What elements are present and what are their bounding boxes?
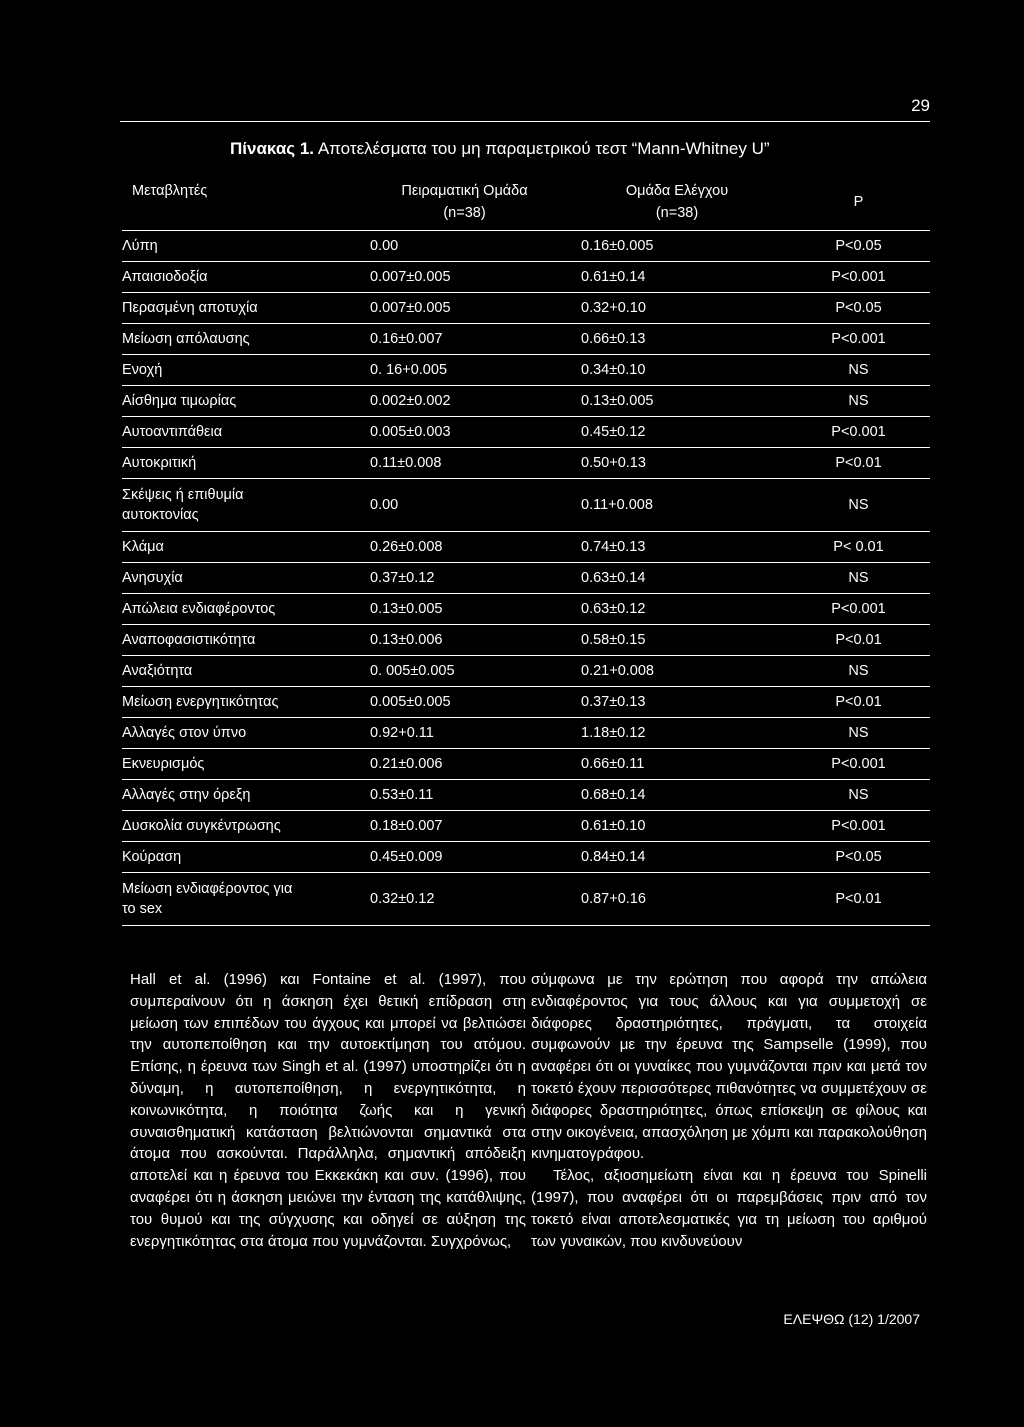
row-experimental-value: 0.007±0.005 [362,293,567,324]
row-p-value: P<0.001 [787,811,930,842]
row-p-value: P<0.001 [787,262,930,293]
row-variable: Απαισιοδοξία [122,262,362,293]
row-variable: Αναποφασιστικότητα [122,625,362,656]
row-control-value: 0.63±0.12 [567,594,787,625]
table-row [122,417,930,448]
table-row [122,386,930,417]
row-variable: Μείωση ενδιαφέροντος για το sex [122,873,362,926]
journal-footer: ΕΛΕΨΘΩ (12) 1/2007 [783,1311,920,1327]
row-control-value: 0.32+0.10 [567,293,787,324]
row-p-value: P<0.05 [787,293,930,324]
table-row [122,262,930,293]
row-experimental-value: 0.13±0.006 [362,625,567,656]
row-p-value: P< 0.01 [787,532,930,563]
row-variable: Κούραση [122,842,362,873]
table-row [122,811,930,842]
row-control-value: 0.87+0.16 [567,873,787,926]
row-experimental-value: 0.005±0.005 [362,687,567,718]
row-experimental-value: 0.002±0.002 [362,386,567,417]
table-body [122,231,930,926]
table-header-row [122,176,930,231]
row-p-value: NS [787,355,930,386]
header-experimental-n: (n=38) [443,205,486,221]
table-caption [230,139,770,159]
row-control-value: 0.11+0.008 [567,479,787,532]
table-row [122,563,930,594]
row-p-value: P<0.001 [787,749,930,780]
right-column-paragraph: σύμφωνα με την ερώτηση που αφορά την απώλεια ενδιαφέροντος για τους άλλους και για συμμετοχή σε διάφορες δραστηριότητες, πράγματι, τα στοιχεία συμφωνούν με την έρευνα της Sampselle (1999), που αναφέρει ότι οι γυναίκες που γυμνάζονται πριν και μετά τον τοκετό έχουν περισσότερες πιθανότητες να συμμετέχουν σε διάφορες δραστηριότητες, όπως επίσκεψη σε φίλους και στην οικογένεια, απασχόληση με χόμπι και παρακολούθηση κινηματογράφου. [531,971,927,1163]
row-p-value: P<0.01 [787,687,930,718]
header-variables: Μεταβλητές [122,176,362,231]
row-control-value: 0.63±0.14 [567,563,787,594]
right-column-paragraph: Τέλος, αξιοσημείωτη είναι και η έρευνα του Spinelli (1997), που αναφέρει ότι οι παρεμβάσεις πριν από τον τοκετό είναι αποτελεσματικές για τη μείωση του αριθμού των γυναικών, που κινδυνεύουν [531,1167,927,1250]
page-number: 29 [911,96,930,115]
row-p-value: P<0.01 [787,873,930,926]
row-variable: Σκέψεις ή επιθυμία αυτοκτονίας [122,479,362,532]
row-experimental-value: 0.45±0.009 [362,842,567,873]
row-variable: Εκνευρισμός [122,749,362,780]
caption-label: Πίνακας 1. [230,139,315,158]
row-control-value: 0.68±0.14 [567,780,787,811]
row-experimental-value: 0.32±0.12 [362,873,567,926]
row-experimental-value: 0.26±0.008 [362,532,567,563]
table-row [122,780,930,811]
row-experimental-value: 0.13±0.005 [362,594,567,625]
row-p-value: P<0.001 [787,324,930,355]
caption-text: Αποτελέσματα του μη παραμετρικού τεστ “Mann-Whitney U” [317,139,770,158]
row-experimental-value: 0.007±0.005 [362,262,567,293]
row-variable: Αίσθημα τιμωρίας [122,386,362,417]
row-variable: Αλλαγές στον ύπνο [122,718,362,749]
row-experimental-value: 0.21±0.006 [362,749,567,780]
row-variable: Αναξιότητα [122,656,362,687]
table-row [122,687,930,718]
row-variable: Μείωση απόλαυσης [122,324,362,355]
table-row [122,448,930,479]
top-rule [120,121,930,122]
row-control-value: 1.18±0.12 [567,718,787,749]
left-text-column [130,969,526,1252]
right-text-column [531,969,927,1252]
table-row [122,873,930,926]
row-experimental-value: 0.005±0.003 [362,417,567,448]
row-experimental-value: 0.92+0.11 [362,718,567,749]
row-control-value: 0.66±0.13 [567,324,787,355]
row-control-value: 0.58±0.15 [567,625,787,656]
row-p-value: P<0.001 [787,417,930,448]
table-row [122,231,930,262]
row-experimental-value: 0. 005±0.005 [362,656,567,687]
row-variable: Αυτοκριτική [122,448,362,479]
row-p-value: P<0.001 [787,594,930,625]
row-p-value: NS [787,780,930,811]
header-control: Ομάδα Ελέγχου (n=38) [567,176,787,231]
table-row [122,842,930,873]
row-p-value: NS [787,479,930,532]
row-control-value: 0.50+0.13 [567,448,787,479]
row-variable: Λύπη [122,231,362,262]
row-control-value: 0.61±0.14 [567,262,787,293]
row-control-value: 0.45±0.12 [567,417,787,448]
row-p-value: NS [787,563,930,594]
table-row [122,324,930,355]
table-row [122,479,930,532]
row-control-value: 0.21+0.008 [567,656,787,687]
table-row [122,718,930,749]
row-experimental-value: 0.11±0.008 [362,448,567,479]
table-row [122,625,930,656]
row-variable: Περασμένη αποτυχία [122,293,362,324]
table-row [122,532,930,563]
row-control-value: 0.37±0.13 [567,687,787,718]
row-control-value: 0.84±0.14 [567,842,787,873]
row-p-value: P<0.05 [787,842,930,873]
row-p-value: P<0.01 [787,625,930,656]
row-p-value: NS [787,718,930,749]
row-experimental-value: 0.00 [362,231,567,262]
table-row [122,656,930,687]
table-row [122,355,930,386]
row-experimental-value: 0.37±0.12 [362,563,567,594]
row-experimental-value: 0. 16+0.005 [362,355,567,386]
row-p-value: NS [787,386,930,417]
row-variable: Αλλαγές στην όρεξη [122,780,362,811]
row-variable: Δυσκολία συγκέντρωσης [122,811,362,842]
header-experimental: Πειραματική Ομάδα (n=38) [362,176,567,231]
row-p-value: P<0.01 [787,448,930,479]
table-row [122,594,930,625]
header-control-n: (n=38) [655,205,699,221]
row-variable: Ενοχή [122,355,362,386]
row-control-value: 0.61±0.10 [567,811,787,842]
row-control-value: 0.66±0.11 [567,749,787,780]
row-experimental-value: 0.53±0.11 [362,780,567,811]
row-variable: Κλάμα [122,532,362,563]
row-control-value: 0.74±0.13 [567,532,787,563]
row-variable: Απώλεια ενδιαφέροντος [122,594,362,625]
header-p: P [787,176,930,231]
table-row [122,293,930,324]
row-experimental-value: 0.00 [362,479,567,532]
left-column-paragraph: Hall et al. (1996) και Fontaine et al. (1997), που συμπεραίνουν ότι η άσκηση έχει θετική επίδραση στη μείωση των επιπέδων του άγχους και μπορεί να βελτιώσει την αυτοπεποίθηση και την αυτοεκτίμηση του ατόμου. Επίσης, η έρευνα των Singh et al. (1997) υποστηρίζει ότι η δύναμη, η αυτοπεποίθηση, η ενεργητικότητα, η κοινωνικότητα, η ποιότητα ζωής και η γενική συναισθηματική κατάσταση βελτιώνονται σημαντικά στα άτομα που ασκούνται. Παράλληλα, σημαντική απόδειξη αποτελεί και η έρευνα του Εκκεκάκη και συν. (1996), που αναφέρει ότι η άσκηση μειώνει την ένταση της κατάθλιψης, του θυμού και της σύγχυσης και οδηγεί σε αύξηση της ενεργητικότητας στα άτομα που γυμνάζονται. Συγχρόνως, [130,971,526,1250]
table-row [122,749,930,780]
results-table [122,176,930,926]
row-p-value: NS [787,656,930,687]
row-control-value: 0.16±0.005 [567,231,787,262]
row-variable: Αυτοαντιπάθεια [122,417,362,448]
row-variable: Μείωση ενεργητικότητας [122,687,362,718]
row-control-value: 0.34±0.10 [567,355,787,386]
row-variable: Ανησυχία [122,563,362,594]
row-control-value: 0.13±0.005 [567,386,787,417]
row-experimental-value: 0.16±0.007 [362,324,567,355]
row-experimental-value: 0.18±0.007 [362,811,567,842]
row-p-value: P<0.05 [787,231,930,262]
